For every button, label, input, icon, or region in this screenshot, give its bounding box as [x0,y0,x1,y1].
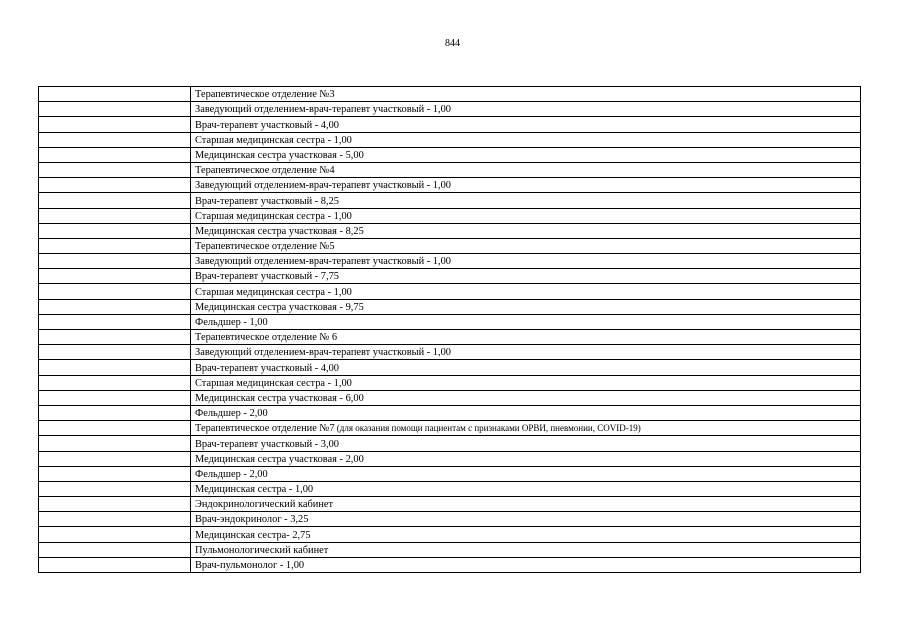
page-number: 844 [445,38,460,49]
staff-text: Врач-терапевт участковый - 4,00 [195,119,339,131]
table-row [39,360,861,375]
table-cell-staff [191,421,861,436]
table-cell-number [39,117,191,132]
table-cell-number [39,223,191,238]
table-cell-number [39,178,191,193]
staff-text: Фельдшер - 2,00 [195,468,268,480]
staff-text: Старшая медицинская сестра - 1,00 [195,134,352,146]
table-cell-number [39,284,191,299]
table-cell-staff [191,390,861,405]
table-cell-staff [191,314,861,329]
table-cell-number [39,481,191,496]
table-cell-staff [191,193,861,208]
table-cell-staff [191,345,861,360]
table-row [39,330,861,345]
table-cell-staff [191,147,861,162]
table-row [39,481,861,496]
staff-text: Заведующий отделением-врач-терапевт участковый - 1,00 [195,104,451,116]
table-row [39,405,861,420]
table-row [39,87,861,102]
staff-text: Врач-эндокринолог - 3,25 [195,514,309,526]
table-cell-staff [191,299,861,314]
staff-text: Заведующий отделением-врач-терапевт участковый - 1,00 [195,256,451,268]
table-row [39,436,861,451]
table-cell-number [39,299,191,314]
staff-text: Врач-пульмонолог - 1,00 [195,560,305,571]
staff-text: Эндокринологический кабинет [195,499,334,511]
table-row [39,193,861,208]
table-cell-staff [191,542,861,557]
table-cell-number [39,330,191,345]
table-cell-staff [191,557,861,572]
table-cell-number [39,208,191,223]
table-cell-staff [191,451,861,466]
table-cell-staff [191,436,861,451]
table-cell-number [39,147,191,162]
table-cell-staff [191,527,861,542]
staff-text: Терапевтическое отделение №7 [195,423,335,435]
table-cell-number [39,527,191,542]
table-cell-staff [191,238,861,253]
table-row [39,117,861,132]
staff-text: Врач-терапевт участковый - 3,00 [195,438,339,450]
table-row [39,314,861,329]
table-row [39,390,861,405]
staff-text: Врач-терапевт участковый - 7,75 [195,271,339,283]
table-cell-number [39,375,191,390]
table-row [39,375,861,390]
table-row [39,542,861,557]
table-cell-staff [191,208,861,223]
staff-text: Старшая медицинская сестра - 1,00 [195,210,352,222]
table-row [39,451,861,466]
staff-text: Терапевтическое отделение №5 [195,241,335,253]
table-cell-staff [191,512,861,527]
table-row [39,557,861,572]
table-cell-number [39,238,191,253]
table-row [39,284,861,299]
staff-text: Терапевтическое отделение №4 [195,165,335,177]
staff-text: Старшая медицинская сестра - 1,00 [195,377,352,389]
table-body [39,87,861,573]
staff-note: (для оказания помощи пациентам с признаками ОРВИ, пневмонии, COVID-19) [334,423,641,434]
table-cell-staff [191,162,861,177]
table-row [39,208,861,223]
table-cell-staff [191,284,861,299]
table-cell-number [39,436,191,451]
table-cell-staff [191,330,861,345]
table-cell-staff [191,254,861,269]
staff-text: Врач-терапевт участковый - 4,00 [195,362,339,374]
table-cell-number [39,451,191,466]
table-row [39,223,861,238]
table-row [39,254,861,269]
table-cell-number [39,87,191,102]
table-row [39,497,861,512]
table-cell-number [39,542,191,557]
table-row [39,147,861,162]
table-cell-number [39,360,191,375]
table-cell-staff [191,269,861,284]
table-cell-number [39,405,191,420]
table-cell-staff [191,481,861,496]
table-cell-staff [191,223,861,238]
staff-text: Терапевтическое отделение №3 [195,89,335,101]
table-cell-number [39,497,191,512]
table-cell-number [39,102,191,117]
staff-text: Медицинская сестра участковая - 8,25 [195,225,364,237]
staff-text: Медицинская сестра участковая - 5,00 [195,149,364,161]
table-cell-number [39,345,191,360]
staff-table [38,86,861,573]
staff-text: Фельдшер - 2,00 [195,408,268,420]
table-row [39,102,861,117]
table-cell-staff [191,117,861,132]
table-cell-staff [191,466,861,481]
table-cell-staff [191,375,861,390]
staff-text: Фельдшер - 1,00 [195,317,268,328]
table-row [39,512,861,527]
table-row [39,527,861,542]
table-cell-number [39,162,191,177]
table-cell-number [39,421,191,436]
table-cell-number [39,390,191,405]
table-row [39,421,861,436]
table-cell-number [39,314,191,329]
staff-text: Терапевтическое отделение № 6 [195,332,338,344]
staff-text: Пульмонологический кабинет [195,544,329,556]
table-row [39,178,861,193]
table-row [39,466,861,481]
staff-text: Медицинская сестра участковая - 6,00 [195,392,364,404]
staff-text: Заведующий отделением-врач-терапевт участковый - 1,00 [195,180,451,192]
table-row [39,269,861,284]
table-cell-number [39,269,191,284]
table-cell-staff [191,497,861,512]
staff-text: Врач-терапевт участковый - 8,25 [195,195,339,207]
table-cell-number [39,557,191,572]
staff-text: Медицинская сестра участковая - 2,00 [195,453,364,465]
table-cell-number [39,512,191,527]
table-cell-staff [191,360,861,375]
staff-text: Старшая медицинская сестра - 1,00 [195,286,352,298]
staff-text: Медицинская сестра - 1,00 [195,484,314,496]
staff-text: Заведующий отделением-врач-терапевт участковый - 1,00 [195,347,451,359]
staff-text: Медицинская сестра- 2,75 [195,529,311,541]
table-cell-number [39,132,191,147]
table-row [39,238,861,253]
table-cell-number [39,466,191,481]
table-row [39,299,861,314]
table-row [39,162,861,177]
table-cell-number [39,254,191,269]
table-cell-staff [191,102,861,117]
table-cell-number [39,193,191,208]
table-cell-staff [191,132,861,147]
staff-text: Медицинская сестра участковая - 9,75 [195,301,364,313]
table-cell-staff [191,87,861,102]
table-row [39,345,861,360]
table-cell-staff [191,405,861,420]
table-cell-staff [191,178,861,193]
table-row [39,132,861,147]
